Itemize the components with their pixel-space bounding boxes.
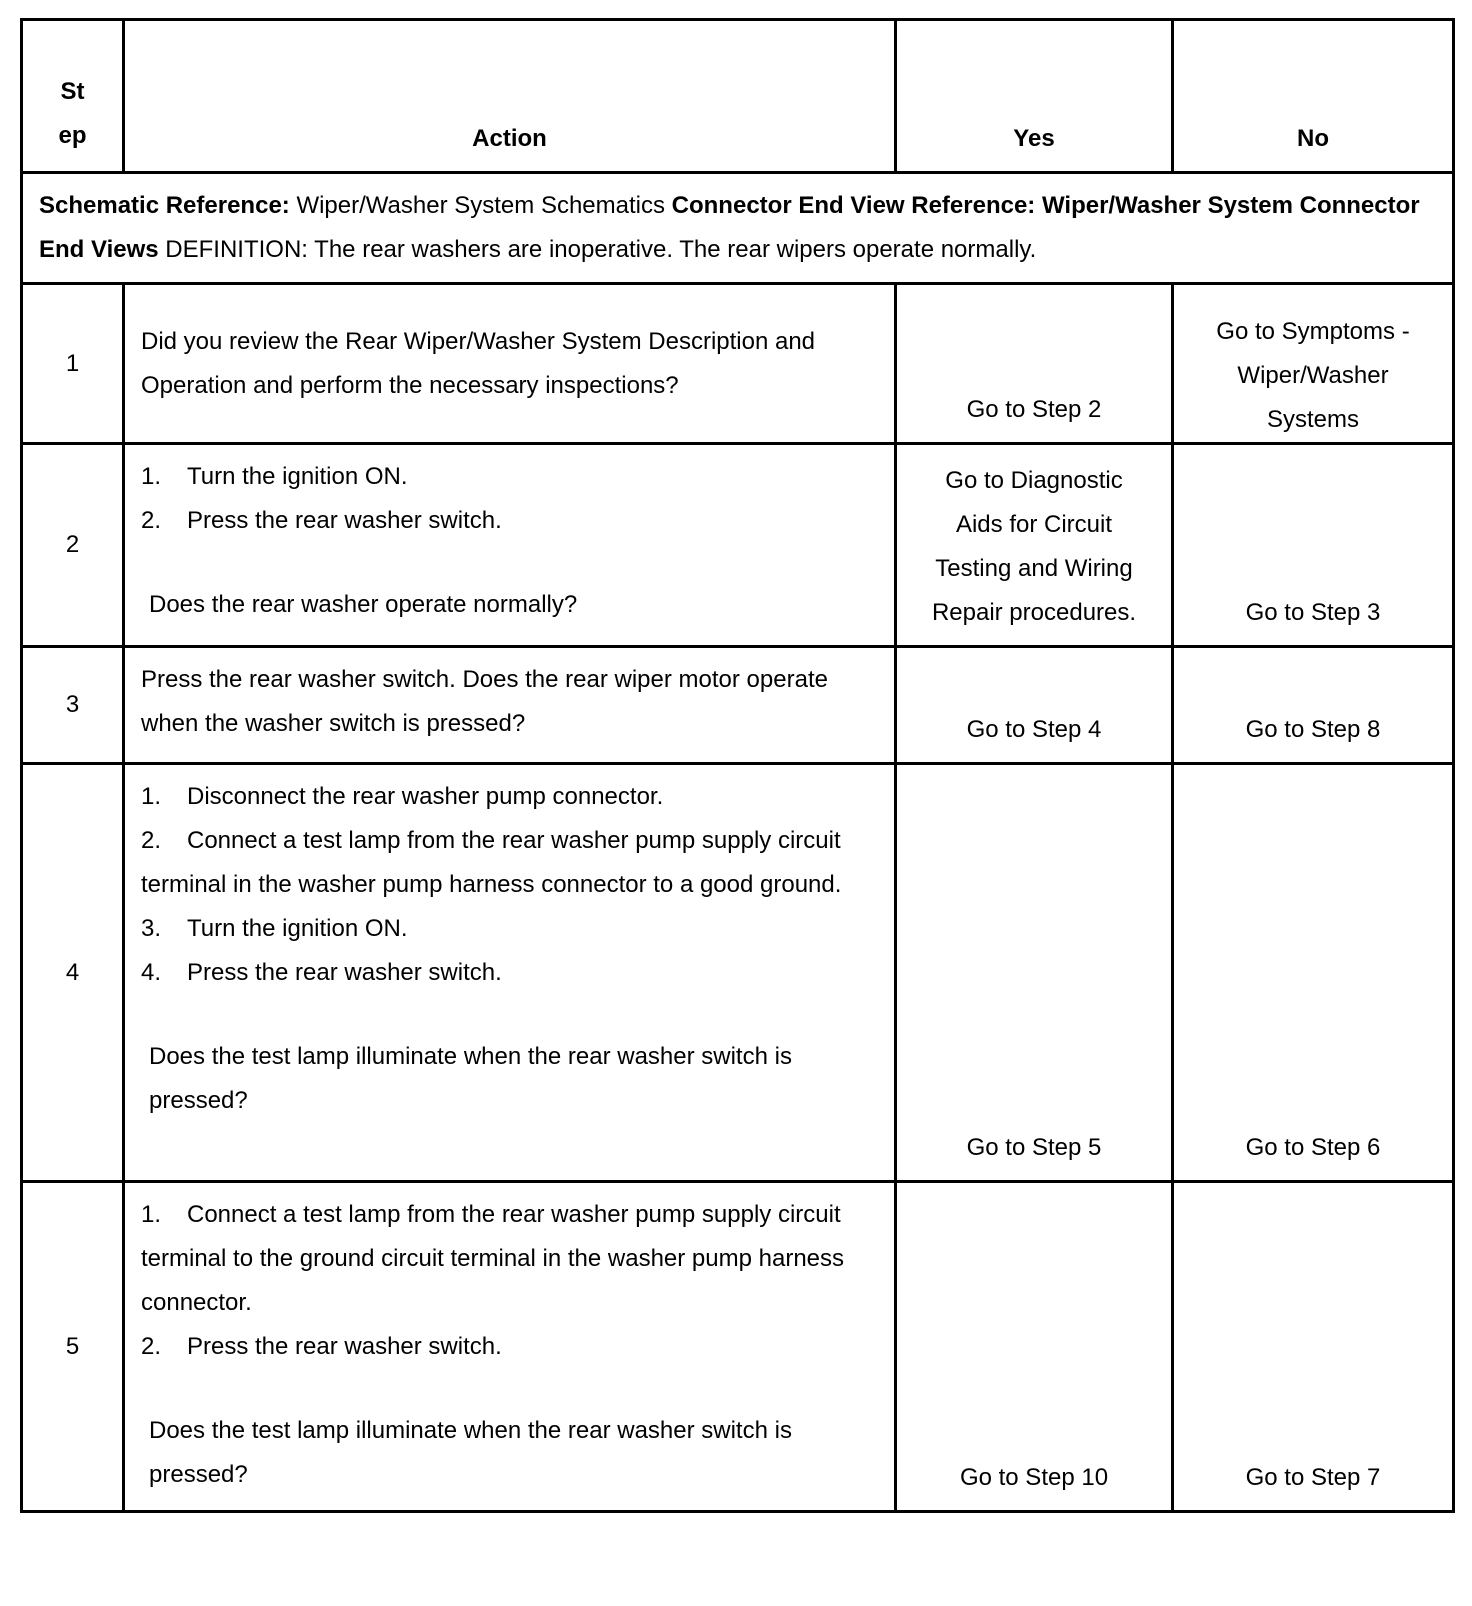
action-list-item: 1. Connect a test lamp from the rear washer pump supply circuit terminal to the ground circuit terminal in the washer pump harness connector.: [141, 1201, 851, 1316]
definition-text: DEFINITION: The rear washers are inoperative. The rear wipers operate normally.: [158, 236, 1037, 263]
no-result: Go to Step 7: [1173, 1182, 1454, 1512]
header-yes: Yes: [896, 20, 1173, 173]
action-list-item: 4. Press the rear washer switch.: [141, 959, 502, 986]
schematic-reference-label: Schematic Reference:: [39, 192, 290, 219]
yes-result: Go to Step 10: [896, 1182, 1173, 1512]
table-row: [22, 764, 1454, 1182]
action-question: Does the test lamp illuminate when the rear washer switch is pressed?: [149, 1417, 792, 1488]
step-number: 3: [22, 647, 124, 764]
action-list-item: 2. Connect a test lamp from the rear washer pump supply circuit terminal in the washer pump harness connector to a good ground.: [141, 827, 848, 898]
yes-result: Go to Step 5: [896, 764, 1173, 1182]
action-list-item: 3. Turn the ignition ON.: [141, 915, 408, 942]
action-cell: [124, 1182, 896, 1512]
connector-reference-label: Connector End View Reference: Wiper/Washer System Connector End Views: [39, 192, 1420, 263]
header-step-line1: St: [60, 78, 85, 105]
table-row: [22, 647, 1454, 764]
no-result: Go to Symptoms - Wiper/Washer Systems: [1173, 284, 1454, 444]
reference-row: [22, 173, 1454, 284]
header-row: [22, 20, 1454, 173]
table-row: [22, 444, 1454, 647]
yes-result: Go to Step 2: [896, 284, 1173, 444]
header-no: No: [1173, 20, 1454, 173]
action-list-item: 1. Turn the ignition ON.: [141, 463, 408, 490]
action-cell: [124, 444, 896, 647]
reference-cell: [22, 173, 1454, 284]
yes-result: Go to Step 4: [896, 647, 1173, 764]
action-question: Does the rear washer operate normally?: [149, 591, 578, 618]
action-cell: [124, 764, 896, 1182]
action-text: Did you review the Rear Wiper/Washer System Description and Operation and perform the necessary inspections?: [124, 284, 896, 444]
yes-result: Go to Diagnostic Aids for Circuit Testing and Wiring Repair procedures.: [896, 444, 1173, 647]
header-step: [22, 20, 124, 173]
schematic-reference-value: Wiper/Washer System Schematics: [289, 192, 672, 219]
action-question: Does the test lamp illuminate when the rear washer switch is pressed?: [149, 1043, 792, 1114]
no-result: Go to Step 8: [1173, 647, 1454, 764]
diagnostic-table: [20, 18, 1455, 1513]
action-list-item: 2. Press the rear washer switch.: [141, 507, 502, 534]
step-number: 1: [22, 284, 124, 444]
step-number: 4: [22, 764, 124, 1182]
action-list-item: 1. Disconnect the rear washer pump connector.: [141, 783, 664, 810]
table-row: [22, 1182, 1454, 1512]
header-step-line2: ep: [58, 122, 87, 149]
header-action: Action: [124, 20, 896, 173]
step-number: 2: [22, 444, 124, 647]
action-list-item: 2. Press the rear washer switch.: [141, 1333, 502, 1360]
action-text: Press the rear washer switch. Does the rear wiper motor operate when the washer switch is pressed?: [124, 647, 896, 764]
table-row: [22, 284, 1454, 444]
step-number: 5: [22, 1182, 124, 1512]
no-result: Go to Step 3: [1173, 444, 1454, 647]
no-result: Go to Step 6: [1173, 764, 1454, 1182]
